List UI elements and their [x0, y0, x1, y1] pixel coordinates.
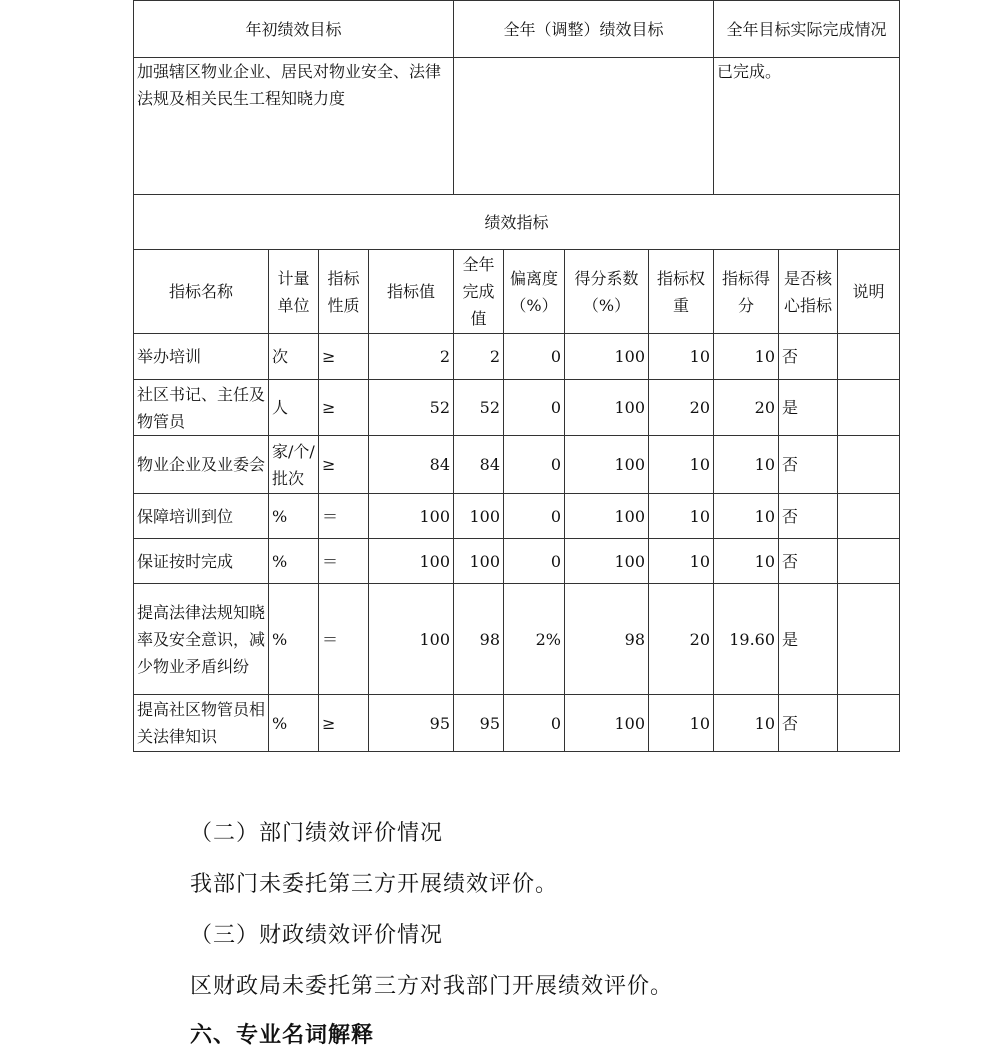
- cell-target: 95: [369, 695, 454, 752]
- cell-core: 否: [779, 695, 838, 752]
- cell-unit: %: [269, 584, 319, 695]
- cell-core: 是: [779, 584, 838, 695]
- cell-core: 否: [779, 334, 838, 380]
- cell-coef: 100: [565, 695, 649, 752]
- cell-deviation: 0: [504, 380, 565, 436]
- goal-header-adjusted: 全年（调整）绩效目标: [454, 1, 714, 58]
- goal-adjusted-text: [454, 58, 714, 195]
- heading-dept-evaluation: （二）部门绩效评价情况: [190, 821, 444, 846]
- indicator-section-row: [134, 195, 900, 250]
- cell-score: 19.60: [714, 584, 779, 695]
- col-header-coef: 得分系数（%）: [565, 250, 649, 334]
- cell-unit: 人: [269, 380, 319, 436]
- cell-note: [838, 695, 900, 752]
- cell-unit: 次: [269, 334, 319, 380]
- cell-name: 提高社区物管员相关法律知识: [134, 695, 269, 752]
- col-header-weight: 指标权重: [649, 250, 714, 334]
- para-dept-evaluation: 我部门未委托第三方开展绩效评价。: [190, 872, 559, 897]
- cell-name: 物业企业及业委会: [134, 436, 269, 494]
- heading-finance-evaluation: （三）财政绩效评价情况: [190, 923, 444, 948]
- indicator-row: [134, 380, 900, 436]
- cell-nature: ≥: [319, 436, 369, 494]
- indicator-row: [134, 539, 900, 584]
- cell-unit: %: [269, 539, 319, 584]
- cell-deviation: 0: [504, 695, 565, 752]
- cell-target: 52: [369, 380, 454, 436]
- heading-glossary: 六、专业名词解释: [190, 1022, 375, 1048]
- cell-actual: 84: [454, 436, 504, 494]
- cell-deviation: 0: [504, 436, 565, 494]
- cell-nature: ≥: [319, 695, 369, 752]
- indicator-section-title: 绩效指标: [134, 195, 900, 250]
- cell-name: 提高法律法规知晓率及安全意识，减少物业矛盾纠纷: [134, 584, 269, 695]
- cell-note: [838, 334, 900, 380]
- col-header-target: 指标值: [369, 250, 454, 334]
- cell-weight: 10: [649, 494, 714, 539]
- cell-weight: 20: [649, 380, 714, 436]
- cell-unit: 家/个/批次: [269, 436, 319, 494]
- cell-target: 100: [369, 539, 454, 584]
- cell-note: [838, 380, 900, 436]
- col-header-note: 说明: [838, 250, 900, 334]
- cell-note: [838, 494, 900, 539]
- cell-deviation: 0: [504, 334, 565, 380]
- cell-actual: 100: [454, 539, 504, 584]
- cell-name: 社区书记、主任及物管员: [134, 380, 269, 436]
- goal-header-actual: 全年目标实际完成情况: [714, 1, 900, 58]
- col-header-actual: 全年完成值: [454, 250, 504, 334]
- cell-weight: 20: [649, 584, 714, 695]
- cell-weight: 10: [649, 334, 714, 380]
- cell-coef: 100: [565, 380, 649, 436]
- col-header-unit: 计量单位: [269, 250, 319, 334]
- cell-deviation: 0: [504, 494, 565, 539]
- cell-score: 20: [714, 380, 779, 436]
- cell-note: [838, 539, 900, 584]
- cell-actual: 95: [454, 695, 504, 752]
- para-finance-evaluation: 区财政局未委托第三方对我部门开展绩效评价。: [190, 974, 674, 999]
- cell-weight: 10: [649, 539, 714, 584]
- cell-score: 10: [714, 695, 779, 752]
- cell-deviation: 2%: [504, 584, 565, 695]
- cell-name: 保证按时完成: [134, 539, 269, 584]
- cell-name: 保障培训到位: [134, 494, 269, 539]
- cell-core: 是: [779, 380, 838, 436]
- indicator-row: [134, 334, 900, 380]
- cell-core: 否: [779, 539, 838, 584]
- cell-actual: 2: [454, 334, 504, 380]
- cell-unit: %: [269, 695, 319, 752]
- col-header-name: 指标名称: [134, 250, 269, 334]
- col-header-deviation: 偏离度（%）: [504, 250, 565, 334]
- col-header-core: 是否核心指标: [779, 250, 838, 334]
- cell-target: 2: [369, 334, 454, 380]
- cell-nature: ≥: [319, 334, 369, 380]
- cell-nature: ＝: [319, 539, 369, 584]
- cell-score: 10: [714, 436, 779, 494]
- goal-header-row: [134, 1, 900, 58]
- cell-actual: 98: [454, 584, 504, 695]
- cell-nature: ≥: [319, 380, 369, 436]
- cell-actual: 52: [454, 380, 504, 436]
- cell-target: 100: [369, 494, 454, 539]
- indicator-row: [134, 584, 900, 695]
- goal-initial-text: 加强辖区物业企业、居民对物业安全、法律法规及相关民生工程知晓力度: [134, 58, 454, 195]
- cell-core: 否: [779, 436, 838, 494]
- cell-name: 举办培训: [134, 334, 269, 380]
- cell-weight: 10: [649, 436, 714, 494]
- cell-score: 10: [714, 494, 779, 539]
- cell-actual: 100: [454, 494, 504, 539]
- indicator-header-row: [134, 250, 900, 334]
- col-header-score: 指标得分: [714, 250, 779, 334]
- indicator-row: [134, 695, 900, 752]
- cell-nature: ＝: [319, 494, 369, 539]
- col-header-nature: 指标性质: [319, 250, 369, 334]
- cell-score: 10: [714, 334, 779, 380]
- indicator-row: [134, 436, 900, 494]
- cell-coef: 100: [565, 539, 649, 584]
- cell-score: 10: [714, 539, 779, 584]
- cell-unit: %: [269, 494, 319, 539]
- goal-header-initial: 年初绩效目标: [134, 1, 454, 58]
- cell-nature: ＝: [319, 584, 369, 695]
- goal-actual-text: 已完成。: [714, 58, 900, 195]
- cell-coef: 100: [565, 334, 649, 380]
- cell-core: 否: [779, 494, 838, 539]
- cell-target: 84: [369, 436, 454, 494]
- cell-coef: 100: [565, 436, 649, 494]
- indicator-row: [134, 494, 900, 539]
- cell-weight: 10: [649, 695, 714, 752]
- cell-target: 100: [369, 584, 454, 695]
- cell-note: [838, 584, 900, 695]
- cell-note: [838, 436, 900, 494]
- cell-deviation: 0: [504, 539, 565, 584]
- performance-table: [133, 0, 900, 752]
- cell-coef: 98: [565, 584, 649, 695]
- cell-coef: 100: [565, 494, 649, 539]
- goal-content-row: [134, 58, 900, 195]
